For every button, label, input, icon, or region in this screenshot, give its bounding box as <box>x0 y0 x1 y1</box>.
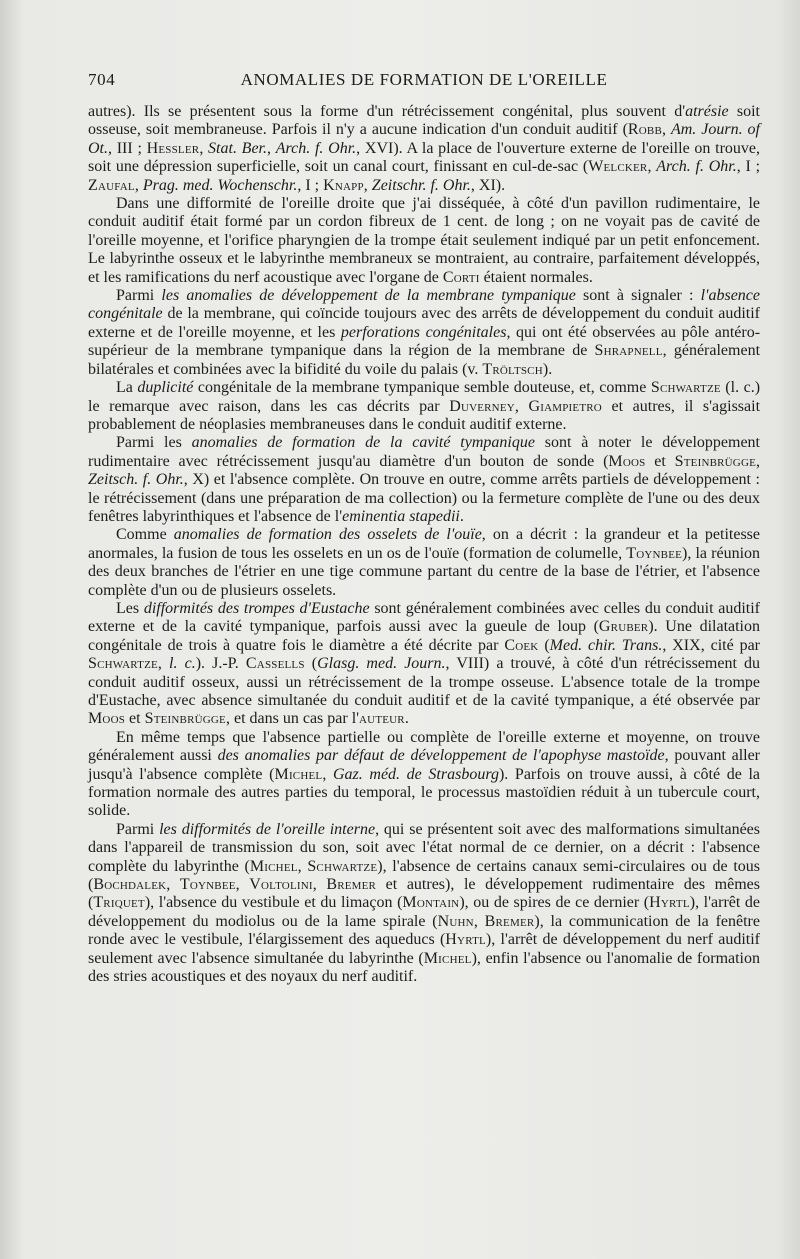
author-name: Welcker <box>588 158 648 176</box>
text-run: et <box>125 710 145 728</box>
text-run: (l. c.) le remarque avec raison, dans les cas décrits par <box>88 379 761 415</box>
text-run: , <box>473 912 485 930</box>
text-run: , <box>134 176 143 194</box>
text-run: étaient normales. <box>479 268 593 286</box>
author-name: Michel <box>274 765 323 783</box>
paragraph <box>88 287 760 379</box>
text-run: , VIII) a trouvé, à côté d'un rétrécissement du conduit auditif osseux, aussi un rétrécissement de la trompe osseuse. L'absence totale de la trompe d'Eustache, avec absence simultanée du conduit auditif et de la cavité tympanique, a été observée par <box>88 655 760 709</box>
text-run: soit osseuse, soit membraneuse. Parfois il n'y a aucune indication d'un conduit auditif ( <box>88 103 760 139</box>
author-name: Shrapnell <box>594 342 663 360</box>
text-run: ), l'absence de certains canaux semi-circulaires ou de tous ( <box>88 857 760 894</box>
author-name: Bremer <box>484 912 535 930</box>
author-name: auteur <box>359 710 405 728</box>
text-run: , XVI). A la place de l'ouverture externe de l'oreille on trouve, soit une dépression superficielle, soit un canal court, finissant en cul-de-sac ( <box>88 139 761 176</box>
text-run: et autres, il s'agissait probablement de néoplasies membraneuses dans le conduit auditif externe. <box>88 397 761 433</box>
italic-phrase: perforations congénitales <box>340 323 507 341</box>
author-name: Tröltsch <box>482 360 543 378</box>
italic-phrase: Gaz. méd. de Strasbourg <box>332 765 499 783</box>
author-name: Schwartze <box>650 379 721 397</box>
text-run: , pouvant aller jusqu'à l'absence complète ( <box>88 747 761 783</box>
text-run: sont à signaler : <box>575 287 701 305</box>
paragraph <box>88 434 760 526</box>
author-name: Hessler <box>146 139 200 157</box>
text-run: , généralement bilatérales et combinées avec la bifidité du voile du palais (v. <box>88 342 761 378</box>
author-name: Duverney <box>449 397 515 415</box>
italic-phrase: Zeitsch. f. Ohr. <box>88 471 184 489</box>
text-run: et <box>645 452 675 470</box>
text-run: ), ou de spires de ce dernier ( <box>459 894 650 912</box>
author-name: Zaufal <box>88 176 135 194</box>
text-run: , qui ont été observées au pôle antéro-supérieur de la membrane tympanique dans la région de la membrane de <box>88 323 761 360</box>
italic-phrase: difformités des trompes d'Eustache <box>143 599 370 617</box>
text-run: Les <box>116 599 144 617</box>
text-run: ), la réunion des deux branches de l'étrier en une tige commune partant du centre de la base de l'étrier, et l'absence complète d'un ou de plusieurs osselets. <box>88 544 761 599</box>
text-run: , <box>662 121 671 139</box>
author-name: Bochdalek <box>93 876 167 894</box>
text-run: , XI). <box>470 176 506 194</box>
text-run: , <box>312 876 327 894</box>
author-name: Toynbee <box>179 876 236 894</box>
italic-phrase: des anomalies par défaut de développement de l'apophyse mastoïde <box>217 747 665 765</box>
italic-phrase: Glasg. med. Journ. <box>317 655 446 673</box>
italic-phrase: Am. Journ. of Ot. <box>88 121 761 157</box>
paragraph <box>88 729 760 821</box>
author-name: Schwartze <box>88 655 158 673</box>
text-run: . <box>404 710 409 728</box>
text-run: , <box>157 655 170 673</box>
text-run: ( <box>538 636 550 654</box>
author-name: Toynbee <box>626 544 683 562</box>
italic-phrase: les anomalies de développement de la membrane tympanique <box>161 287 576 305</box>
italic-phrase: Arch. f. Ohr. <box>656 158 737 176</box>
text-run: Parmi <box>116 287 162 305</box>
text-run: , <box>235 876 250 894</box>
author-name: Triquet <box>93 894 145 912</box>
text-run: et autres), le développement rudimentaire des mêmes ( <box>88 876 760 912</box>
author-name: Bremer <box>326 876 377 894</box>
text-run: ), l'absence du vestibule et du limaçon ( <box>144 894 403 912</box>
text-run: , <box>514 397 529 415</box>
text-run: ), la communication de la fenêtre ronde avec le vestibule, l'élargissement des aqueducs ( <box>88 912 760 949</box>
text-run: , <box>363 176 372 194</box>
text-run: Dans une difformité de l'oreille droite que j'ai disséquée, à côté d'un pavillon rudimentaire, le conduit auditif était formé par un cordon fibreux de 1 cent. de long ; on ne voyait pas de cavité de l'oreille moyenne, et l'orifice pharyngien de la trompe était seulement indiqué par un petit enfoncement. Le labyrinthe osseux et le labyrinthe membraneux se montraient, au contraire, parfaitement développés, et les ramifications du nerf acoustique avec l'organe de <box>88 195 760 286</box>
text-run: , XIX, cité par <box>662 636 761 654</box>
author-name: Hyrtl <box>649 894 690 912</box>
text-run: sont à noter le développement rudimentaire avec rétrécissement jusqu'au diamètre d'un bouton de sonde ( <box>88 434 760 470</box>
text-run: ), l'arrêt de développement du nerf auditif seulement avec l'absence simultanée du labyrinthe ( <box>88 931 761 967</box>
text-run: ). Une dilatation congénitale de trois à quatre fois le diamètre a été décrite par <box>88 618 761 654</box>
italic-phrase: anomalies de formation des osselets de l'ouïe <box>173 526 482 544</box>
text-run: Parmi les <box>116 434 192 452</box>
text-run: , I ; <box>297 176 324 194</box>
author-name: Cassells <box>245 655 305 673</box>
italic-phrase: Med. chir. Trans. <box>549 636 663 654</box>
text-run: sont généralement combinées avec celles du conduit auditif externe et de la cavité tympanique, parfois aussi avec la gueule de loup ( <box>88 599 760 636</box>
text-run: . <box>459 507 464 525</box>
paragraph <box>88 821 760 987</box>
italic-phrase: Arch. f. Ohr. <box>275 139 357 157</box>
author-name: Steinbrügge <box>144 710 226 728</box>
author-name: Giampietro <box>528 397 602 415</box>
author-name: Michel <box>423 949 472 967</box>
italic-phrase: duplicité <box>137 379 194 397</box>
text-run: , <box>297 857 308 875</box>
italic-phrase: l. c. <box>169 655 196 673</box>
text-run: , X) et l'absence complète. On trouve en outre, comme arrêts partiels de développement : le rétrécissement (dans une préparation de ma collection) ou la fermeture complète de l'une ou des deux fenêtres labyrinthiques et l'absence de l' <box>88 471 760 525</box>
text-run: , on a décrit : la grandeur et la petitesse anormales, la fusion de tous les osselets en un os de l'ouïe (formation de columelle, <box>88 526 761 562</box>
text-run: ). J.-P. <box>195 655 246 673</box>
author-name: Nuhn <box>437 912 474 930</box>
italic-phrase: Zeitschr. f. Ohr. <box>371 176 471 194</box>
italic-phrase: les difformités de l'oreille interne <box>159 820 376 838</box>
text-run: , <box>199 139 209 157</box>
italic-phrase: eminentia stapedii <box>342 507 460 525</box>
page-header <box>88 70 760 96</box>
text-run: ), enfin l'absence ou l'anomalie de formation des stries acoustiques et des noyaux du nerf auditif. <box>88 949 761 986</box>
text-run: , et dans un cas par l' <box>225 710 360 728</box>
author-name: Moos <box>608 452 646 470</box>
author-name: Voltolini <box>249 876 313 894</box>
author-name: Schwartze <box>307 857 378 875</box>
text-run: , III ; <box>108 139 147 157</box>
text-run: de la membrane, qui coïncide toujours avec des arrêts de développement du conduit auditif externe et de l'oreille moyenne, et les <box>88 305 760 341</box>
text-run: En même temps que l'absence partielle ou complète de l'oreille externe et moyenne, on trouve généralement aussi <box>88 728 760 765</box>
text-run: , <box>267 139 276 157</box>
author-name: Corti <box>442 268 480 286</box>
page-number: 704 <box>88 70 116 89</box>
italic-phrase: anomalies de formation de la cavité tympanique <box>191 434 535 452</box>
text-run: congénitale de la membrane tympanique semble douteuse, et, comme <box>193 379 651 397</box>
author-name: Moos <box>88 710 126 728</box>
author-name: Steinbrügge <box>674 452 757 470</box>
text-run: , qui se présentent soit avec des malformations simultanées dans l'appareil de transmission du son, soit avec l'état normal de ce dernier, on a décrit : l'absence complète du labyrinthe ( <box>88 820 761 875</box>
italic-phrase: Stat. Ber. <box>208 139 267 157</box>
text-run: Parmi <box>116 820 160 838</box>
paragraph <box>88 600 760 729</box>
text-run: ), l'arrêt de développement du modiolus ou de la lame spirale ( <box>88 894 761 930</box>
text-run: , <box>647 158 657 176</box>
text-run: , <box>166 876 180 894</box>
paragraph <box>88 379 760 434</box>
author-name: Robb <box>627 121 662 139</box>
text-run: , <box>756 452 761 470</box>
text-run: Comme <box>116 526 174 544</box>
author-name: Gruber <box>598 618 649 636</box>
text-run: ( <box>304 655 318 673</box>
author-name: Montain <box>402 894 460 912</box>
text-run: La <box>116 379 138 397</box>
italic-phrase: atrésie <box>685 103 729 120</box>
text-run: , <box>322 765 333 783</box>
paragraph <box>88 195 760 287</box>
author-name: Knapp <box>323 176 364 194</box>
text-run: , I ; <box>736 158 761 176</box>
author-name: Michel <box>249 857 298 875</box>
paragraph <box>88 526 760 600</box>
text-run: ). Parfois on trouve aussi, à côté de la formation normale des autres parties du temporal, le processus mastoïdien réduit à un tubercule court, solide. <box>88 765 761 820</box>
text-run: autres). Ils se présentent sous la forme d'un rétrécissement congénital, plus souvent d' <box>88 103 686 120</box>
body-text <box>88 103 760 987</box>
italic-phrase: Prag. med. Wochenschr. <box>142 176 298 194</box>
author-name: Coek <box>504 636 539 654</box>
running-head: ANOMALIES DE FORMATION DE L'OREILLE <box>240 70 608 89</box>
text-run: ). <box>542 360 553 378</box>
paragraph <box>88 103 760 195</box>
author-name: Hyrtl <box>445 931 486 949</box>
italic-phrase: l'absence congénitale <box>88 287 760 323</box>
